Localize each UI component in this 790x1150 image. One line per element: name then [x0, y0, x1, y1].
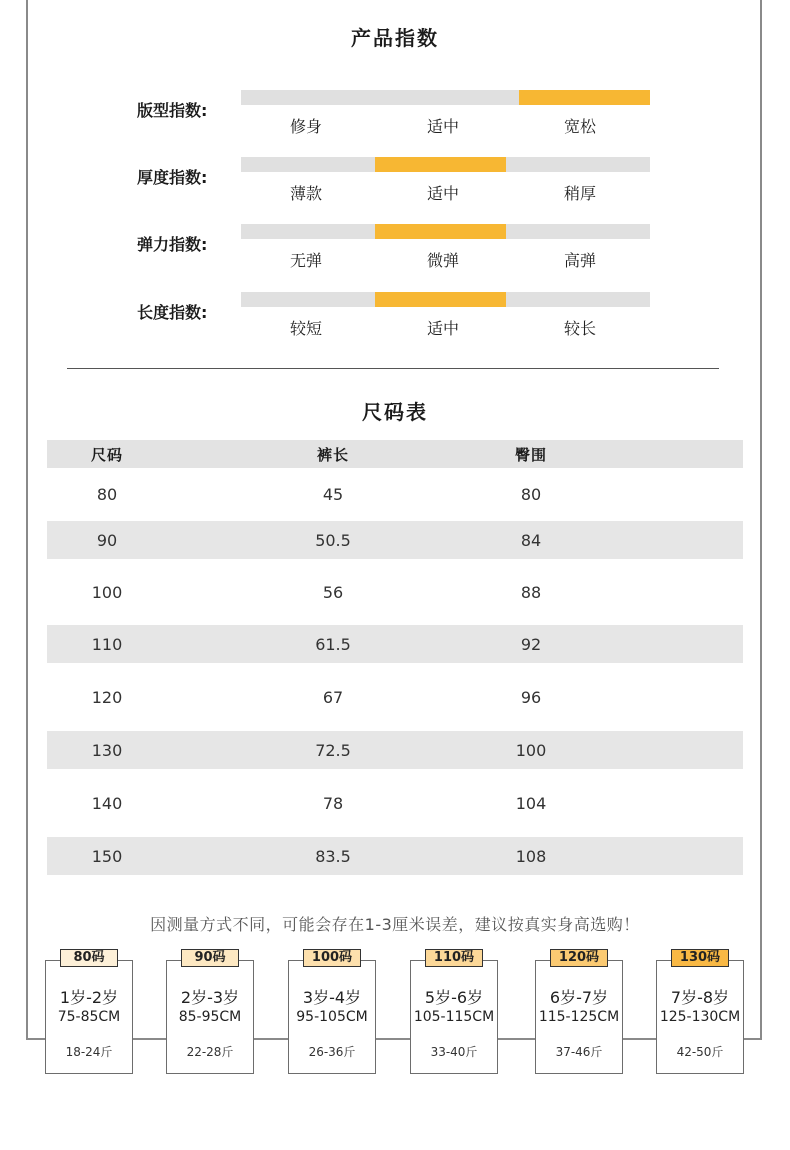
- index-option: 适中: [426, 184, 459, 203]
- card-age: 7岁-8岁: [670, 988, 730, 1007]
- table-header: [47, 440, 743, 468]
- cell-hip: 100: [515, 740, 547, 760]
- size-tag: 90码: [181, 949, 239, 967]
- index-label: 版型指数:: [137, 101, 208, 120]
- card-weight: 26-36斤: [308, 1045, 356, 1059]
- card-height: 95-105CM: [296, 1009, 368, 1025]
- index-highlight: [375, 224, 506, 239]
- index-row-elasticity: [0, 224, 790, 284]
- index-option: 适中: [426, 117, 459, 136]
- card-height: 75-85CM: [57, 1009, 121, 1025]
- cell-size: 130: [91, 740, 123, 760]
- table-row: [47, 625, 743, 663]
- table-row: [47, 521, 743, 559]
- cell-hip: 88: [520, 582, 542, 602]
- index-bar: [241, 90, 650, 105]
- cell-length: 45: [322, 485, 344, 504]
- index-label: 弹力指数:: [137, 235, 208, 254]
- index-option: 修身: [289, 117, 322, 136]
- index-option: 稍厚: [563, 184, 596, 203]
- index-highlight: [375, 292, 506, 307]
- cell-size: 100: [91, 582, 123, 602]
- table-row: [47, 769, 743, 837]
- index-bar: [241, 224, 650, 239]
- cell-hip: 80: [520, 485, 542, 504]
- table-row: [47, 731, 743, 769]
- cell-length: 78: [322, 793, 344, 813]
- cell-size: 110: [91, 634, 123, 654]
- size-tag: 80码: [60, 949, 118, 967]
- index-label: 长度指数:: [137, 303, 208, 322]
- size-tag: 120码: [550, 949, 608, 967]
- index-bar: [241, 292, 650, 307]
- card-height: 115-125CM: [538, 1009, 620, 1025]
- index-option: 适中: [426, 319, 459, 338]
- table-row: [47, 663, 743, 731]
- size-guide-card: [410, 960, 498, 1074]
- card-age: 1岁-2岁: [59, 988, 119, 1007]
- cell-length: 61.5: [315, 634, 351, 654]
- cell-length: 50.5: [315, 530, 351, 550]
- card-weight: 18-24斤: [65, 1045, 113, 1059]
- cell-size: 140: [91, 793, 123, 813]
- size-tag: 110码: [425, 949, 483, 967]
- cell-length: 67: [322, 687, 344, 707]
- index-highlight: [519, 90, 650, 105]
- cell-hip: 92: [520, 634, 542, 654]
- index-option: 宽松: [563, 117, 596, 136]
- index-row-fit: [0, 90, 790, 150]
- cell-size: 90: [96, 530, 118, 550]
- size-tag: 100码: [303, 949, 361, 967]
- card-height: 105-115CM: [413, 1009, 495, 1025]
- index-option: 高弹: [563, 251, 596, 270]
- size-tag: 130码: [671, 949, 729, 967]
- table-row: [47, 468, 743, 521]
- card-age: 6岁-7岁: [549, 988, 609, 1007]
- measurement-note: 因测量方式不同，可能会存在1-3厘米误差，建议按真实身高选购！: [150, 915, 640, 934]
- card-height: 85-95CM: [178, 1009, 242, 1025]
- index-option: 无弹: [289, 251, 322, 270]
- cell-length: 83.5: [315, 846, 351, 866]
- card-height: 125-130CM: [659, 1009, 741, 1025]
- index-option: 薄款: [289, 184, 322, 203]
- cell-hip: 108: [515, 846, 547, 866]
- section-divider: [67, 368, 719, 369]
- index-option: 微弹: [426, 251, 459, 270]
- cell-hip: 96: [520, 687, 542, 707]
- size-chart-title: 尺码表: [362, 400, 428, 424]
- card-weight: 37-46斤: [555, 1045, 603, 1059]
- cell-size: 80: [96, 485, 118, 504]
- card-age: 5岁-6岁: [424, 988, 484, 1007]
- index-row-thickness: [0, 157, 790, 217]
- table-row: [47, 837, 743, 875]
- index-option: 较长: [563, 319, 596, 338]
- size-guide-card: [288, 960, 376, 1074]
- cell-size: 120: [91, 687, 123, 707]
- cell-hip: 104: [515, 793, 547, 813]
- size-table: [47, 440, 743, 875]
- card-age: 3岁-4岁: [302, 988, 362, 1007]
- index-highlight: [375, 157, 506, 172]
- size-guide-card: [535, 960, 623, 1074]
- index-label: 厚度指数:: [137, 168, 208, 187]
- header-length: 裤长: [316, 445, 349, 464]
- cell-hip: 84: [520, 530, 542, 550]
- product-index-title: 产品指数: [351, 26, 439, 50]
- card-weight: 33-40斤: [430, 1045, 478, 1059]
- size-guide-card: [166, 960, 254, 1074]
- cell-length: 56: [322, 582, 344, 602]
- cell-length: 72.5: [315, 740, 351, 760]
- size-guide-card: [656, 960, 744, 1074]
- size-guide-card: [45, 960, 133, 1074]
- cell-size: 150: [91, 846, 123, 866]
- card-weight: 22-28斤: [186, 1045, 234, 1059]
- index-option: 较短: [289, 319, 322, 338]
- table-row: [47, 559, 743, 625]
- index-bar: [241, 157, 650, 172]
- card-age: 2岁-3岁: [180, 988, 240, 1007]
- header-hip: 臀围: [514, 445, 547, 464]
- card-weight: 42-50斤: [676, 1045, 724, 1059]
- index-row-length: [0, 292, 790, 352]
- header-size: 尺码: [90, 445, 123, 464]
